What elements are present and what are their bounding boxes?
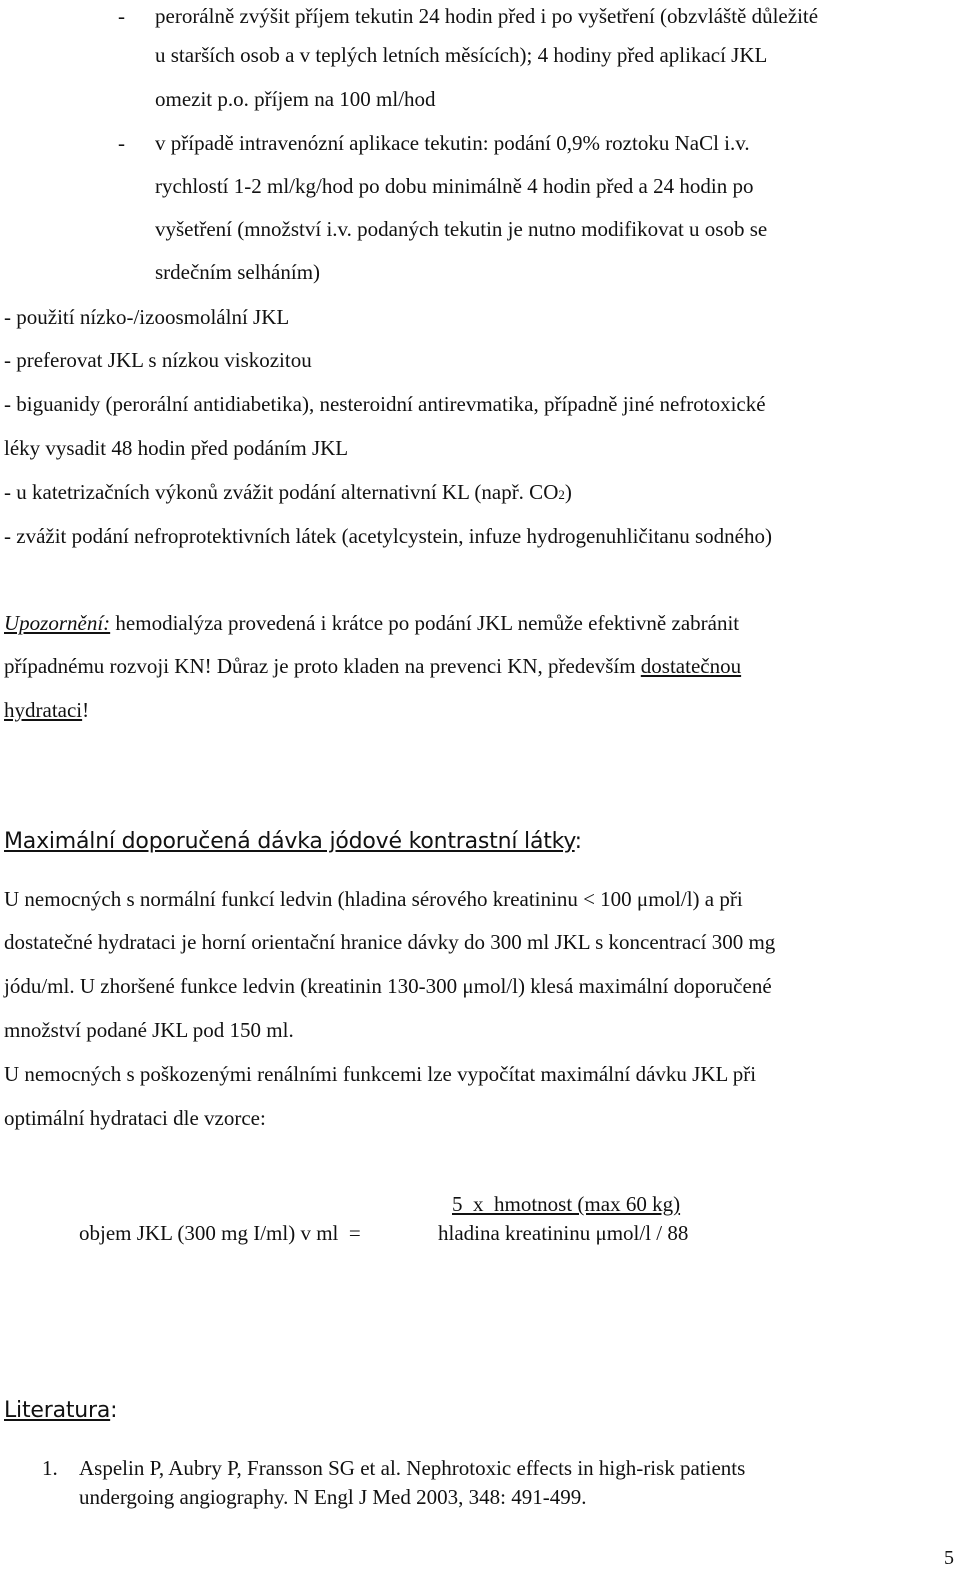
list-item-1-line-3: omezit p.o. příjem na 100 ml/hod (155, 87, 436, 111)
list-item-2-line-4: srdečním selháním) (155, 260, 321, 284)
bullet-low-viscosity: - preferovat JKL s nízkou viskozitou (4, 348, 312, 372)
bullet-biguanides-line-2: léky vysadit 48 hodin před podáním JKL (4, 436, 349, 460)
list-item-2-line-2: rychlostí 1-2 ml/kg/hod po dobu minimálně 4 hodin před a 24 hodin po (155, 174, 754, 198)
bullet-nephroprotective: - zvážit podání nefroprotektivních látek (acetylcystein, infuze hydrogenuhličitanu sodného) (4, 524, 772, 548)
warning-line-3: hydrataci! (4, 698, 90, 722)
max-dose-p1-line-2: dostatečné hydrataci je horní orientační hranice dávky do 300 ml JKL s koncentrací 300 mg (4, 930, 776, 954)
max-dose-p1-line-1: U nemocných s normální funkcí ledvin (hladina sérového kreatininu < 100 μmol/l) a při (4, 887, 743, 911)
warning-line-2: případnému rozvoji KN! Důraz je proto kladen na prevenci KN, především dostatečnou (4, 654, 742, 678)
formula-denominator: hladina kreatininu μmol/l / 88 (438, 1221, 689, 1245)
max-dose-p2-line-1: U nemocných s poškozenými renálními funkcemi lze vypočítat maximální dávku JKL při (4, 1062, 757, 1086)
underlined-hydration: hydrataci (4, 698, 83, 722)
bullet-biguanides-line-1: - biguanidy (perorální antidiabetika), nesteroidní antirevmatika, případně jiné nefrotoxické (4, 392, 766, 416)
max-dose-p2-line-2: optimální hydrataci dle vzorce: (4, 1106, 266, 1130)
list-item-1-line-2: u starších osob a v teplých letních měsících); 4 hodiny před aplikací JKL (155, 43, 768, 67)
section-heading-literature: Literatura: (4, 1398, 118, 1423)
formula-lhs: objem JKL (300 mg I/ml) v ml = (79, 1221, 361, 1245)
reference-line-1: Aspelin P, Aubry P, Fransson SG et al. Nephrotoxic effects in high-risk patients (79, 1456, 746, 1480)
list-dash: - (118, 4, 125, 28)
underlined-sufficient: dostatečnou (640, 654, 742, 678)
section-heading-max-dose: Maximální doporučená dávka jódové kontrastní látky: (4, 829, 582, 854)
warning-line-1: Upozornění: hemodialýza provedená i krátce po podání JKL nemůže efektivně zabránit (4, 611, 740, 635)
list-item-2-line-3: vyšetření (množství i.v. podaných tekutin je nutno modifikovat u osob se (155, 217, 768, 241)
list-item-1-line-1: perorálně zvýšit příjem tekutin 24 hodin před i po vyšetření (obzvláště důležité (155, 4, 819, 28)
max-dose-p1-line-4: množství podané JKL pod 150 ml. (4, 1018, 294, 1042)
max-dose-p1-line-3: jódu/ml. U zhoršené funkce ledvin (kreatinin 130-300 μmol/l) klesá maximální doporučené (4, 974, 772, 998)
list-item-2-line-1: v případě intravenózní aplikace tekutin: podání 0,9% roztoku NaCl i.v. (155, 131, 750, 155)
bullet-catheterization: - u katetrizačních výkonů zvážit podání alternativní KL (např. CO2) (4, 480, 572, 504)
reference-line-2: undergoing angiography. N Engl J Med 2003, 348: 491-499. (79, 1485, 587, 1509)
reference-number: 1. (42, 1456, 58, 1480)
page-number: 5 (944, 1547, 954, 1569)
bullet-low-osmolal: - použití nízko-/izoosmolální JKL (4, 305, 290, 329)
formula-numerator: 5 x hmotnost (max 60 kg) (452, 1192, 681, 1216)
warning-label: Upozornění: (4, 611, 111, 635)
list-dash: - (118, 131, 125, 155)
